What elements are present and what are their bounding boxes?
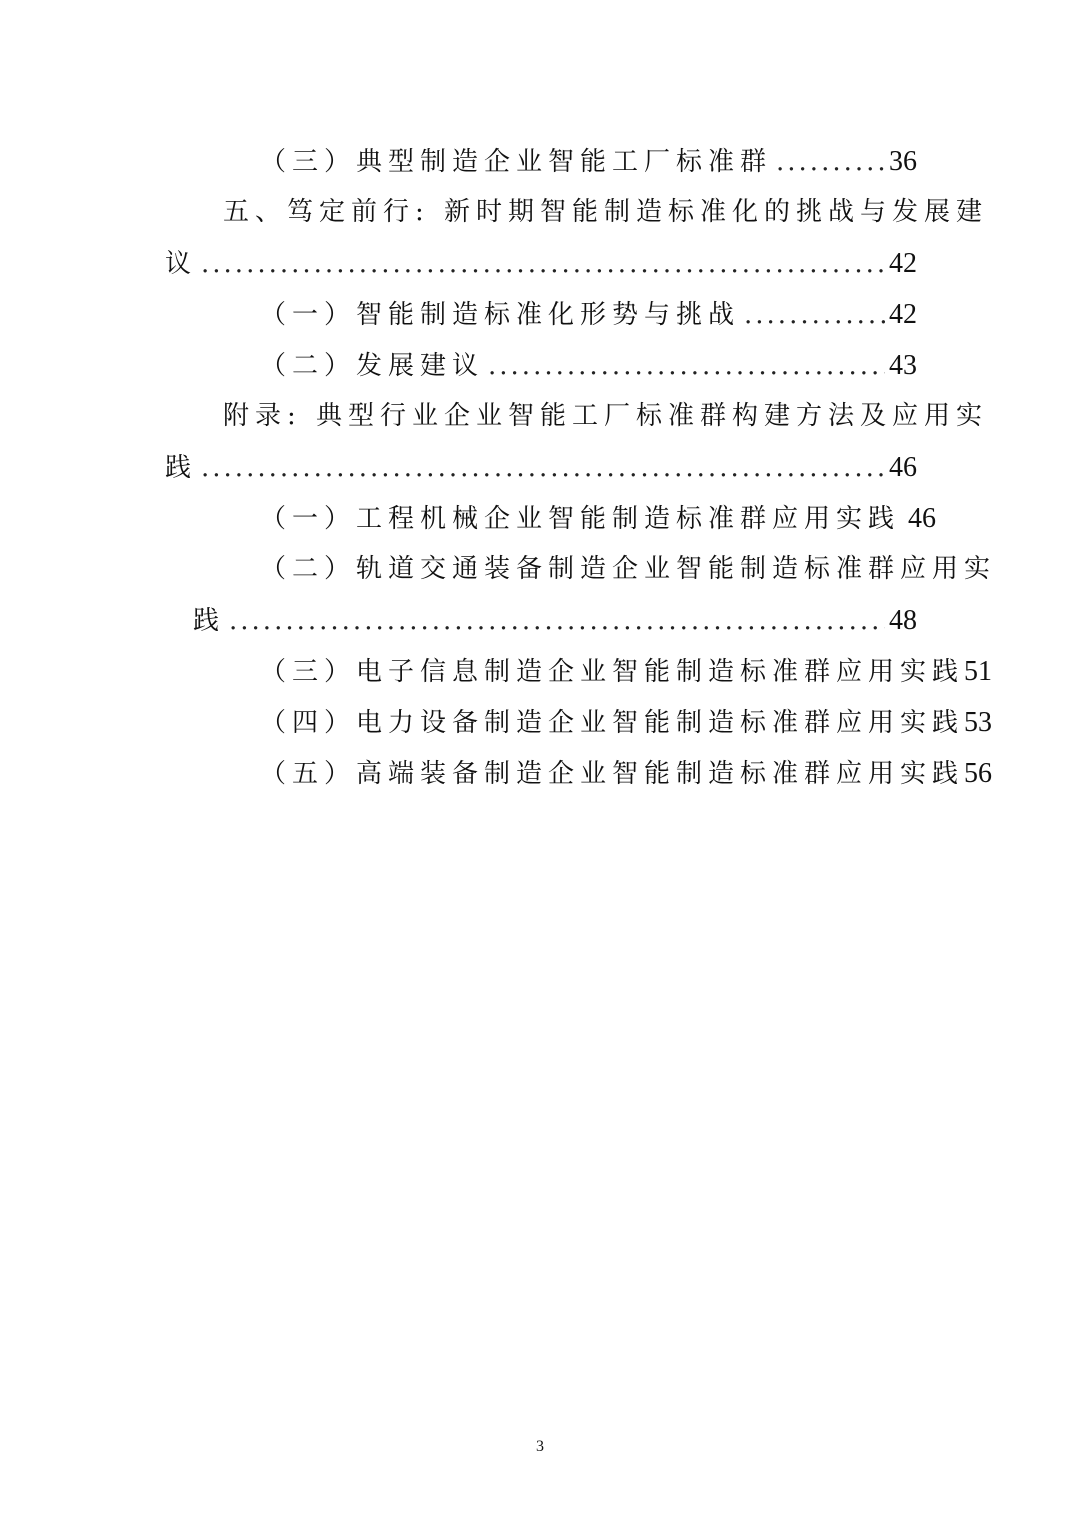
toc-entry-page: 48 bbox=[889, 605, 917, 636]
toc-entry[interactable] bbox=[165, 748, 993, 799]
toc-entry-title-line2: 议 bbox=[165, 249, 198, 279]
dot-leader bbox=[744, 290, 885, 341]
toc-entry-page: 42 bbox=[889, 299, 917, 330]
dot-leader bbox=[201, 239, 885, 290]
toc-entry[interactable] bbox=[165, 187, 989, 289]
toc-entry-title-line1: 附录: 典型行业企业智能工厂标准群构建方法及应用实 bbox=[223, 401, 989, 431]
toc-entry-title-line1: （二）轨道交通装备制造企业智能制造标准群应用实 bbox=[260, 554, 997, 584]
toc-entry-page: 43 bbox=[889, 350, 917, 381]
toc-entry-page: 36 bbox=[889, 146, 917, 177]
toc-entry[interactable] bbox=[165, 544, 997, 646]
toc-entry-title-line1: 五、笃定前行: 新时期智能制造标准化的挑战与发展建 bbox=[223, 197, 989, 227]
toc-entry-page: 42 bbox=[889, 248, 917, 279]
page-number: 3 bbox=[536, 1438, 544, 1455]
toc-entry-title: （四）电力设备制造企业智能制造标准群应用实践 bbox=[260, 708, 965, 738]
toc-entry[interactable] bbox=[165, 340, 917, 391]
toc-entry-page: 56 bbox=[964, 758, 993, 789]
toc-entry[interactable] bbox=[165, 289, 917, 340]
toc-entry-title-line2: 践 bbox=[193, 606, 226, 636]
table-of-contents bbox=[165, 136, 997, 799]
toc-entry[interactable] bbox=[165, 136, 917, 187]
toc-entry-title: （五）高端装备制造企业智能制造标准群应用实践 bbox=[260, 759, 965, 789]
toc-entry[interactable] bbox=[165, 391, 989, 493]
toc-entry-title: （一）工程机械企业智能制造标准群应用实践 bbox=[260, 504, 901, 534]
toc-entry[interactable] bbox=[165, 646, 993, 697]
toc-entry-title: （一）智能制造标准化形势与挑战 bbox=[260, 300, 741, 330]
toc-entry-title: （三）典型制造企业智能工厂标准群 bbox=[260, 147, 773, 177]
dot-leader bbox=[776, 137, 885, 188]
toc-entry-page: 46 bbox=[889, 452, 917, 483]
toc-entry[interactable] bbox=[165, 493, 937, 544]
dot-leader bbox=[201, 443, 885, 494]
dot-leader bbox=[488, 341, 885, 392]
toc-entry-title: （二）发展建议 bbox=[260, 351, 485, 381]
toc-entry-page: 51 bbox=[964, 656, 993, 687]
toc-entry-page: 46 bbox=[908, 503, 937, 534]
toc-entry-title: （三）电子信息制造企业智能制造标准群应用实践 bbox=[260, 657, 965, 687]
dot-leader bbox=[229, 596, 885, 647]
toc-entry-page: 53 bbox=[964, 707, 993, 738]
toc-entry-title-line2: 践 bbox=[165, 453, 198, 483]
toc-entry[interactable] bbox=[165, 697, 993, 748]
